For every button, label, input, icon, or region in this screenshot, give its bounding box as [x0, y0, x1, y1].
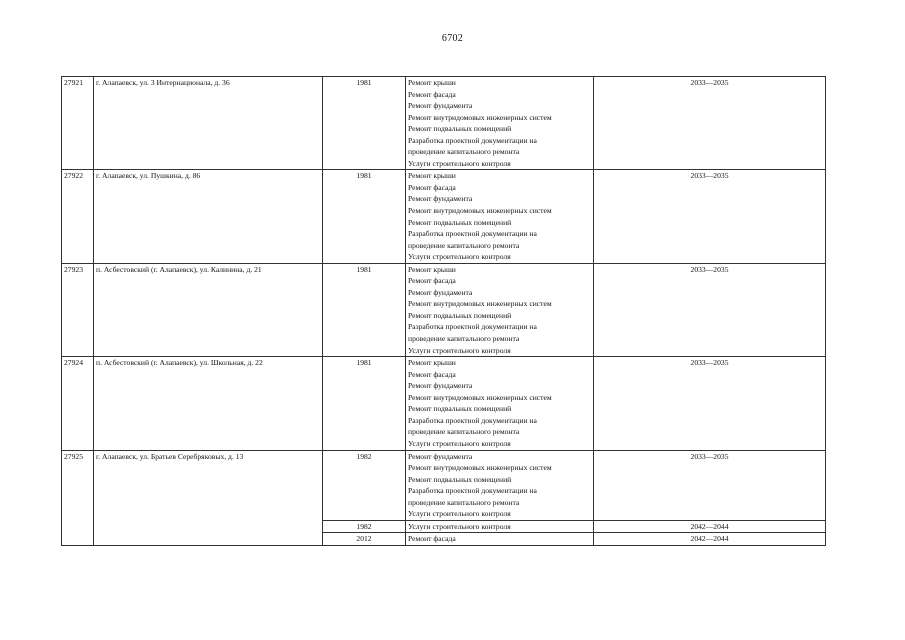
works-cell: [406, 77, 594, 170]
table-row: [62, 450, 826, 520]
work-item: Ремонт фасада: [408, 89, 456, 99]
works-cell: [406, 533, 594, 546]
work-item: проведение капитального ремонта: [408, 334, 520, 344]
work-item: Разработка проектной документации на: [408, 135, 537, 145]
year-cell: 1981: [323, 170, 406, 263]
year-cell: 1981: [323, 77, 406, 170]
work-item: Разработка проектной документации на: [408, 415, 537, 425]
work-item: Услуги строительного контроля: [408, 252, 511, 262]
address-cell: п. Асбестовский (г. Алапаевск), ул. Школьная, д. 22: [94, 357, 323, 450]
work-item: Ремонт фундамента: [408, 287, 473, 297]
year-cell: 2012: [323, 533, 406, 546]
work-item: Ремонт фасада: [408, 182, 456, 192]
capital-repair-table: [61, 76, 826, 546]
address-cell: п. Асбестовский (г. Алапаевск), ул. Калинина, д. 21: [94, 263, 323, 356]
work-item: Ремонт внутридомовых инженерных систем: [408, 392, 552, 402]
period-cell: 2033—2035: [594, 77, 826, 170]
work-item: Ремонт фасада: [408, 276, 456, 286]
address-cell: г. Алапаевск, ул. Братьев Серебряковых, д. 13: [94, 450, 323, 545]
address-cell: г. Алапаевск, ул. 3 Интернационала, д. 36: [94, 77, 323, 170]
year-cell: 1981: [323, 357, 406, 450]
table-row: [62, 170, 826, 263]
work-item: Ремонт фундамента: [408, 101, 473, 111]
year-cell: 1981: [323, 263, 406, 356]
table-body: [62, 77, 826, 546]
works-cell: [406, 357, 594, 450]
work-item: Ремонт фасада: [408, 369, 456, 379]
work-item: Ремонт подвальных помещений: [408, 474, 512, 484]
row-number-cell: 27924: [62, 357, 94, 450]
work-item: Разработка проектной документации на: [408, 229, 537, 239]
row-number-cell: 27921: [62, 77, 94, 170]
table-row: [62, 263, 826, 356]
work-item: Услуги строительного контроля: [408, 521, 511, 531]
address-cell: г. Алапаевск, ул. Пушкина, д. 86: [94, 170, 323, 263]
work-item: Ремонт внутридомовых инженерных систем: [408, 206, 552, 216]
work-item: Ремонт внутридомовых инженерных систем: [408, 299, 552, 309]
works-cell: [406, 520, 594, 533]
work-item: Ремонт внутридомовых инженерных систем: [408, 112, 552, 122]
work-item: Ремонт внутридомовых инженерных систем: [408, 463, 552, 473]
work-item: Ремонт подвальных помещений: [408, 217, 512, 227]
works-cell: [406, 170, 594, 263]
work-item: Услуги строительного контроля: [408, 158, 511, 168]
period-cell: 2042—2044: [594, 533, 826, 546]
work-item: Ремонт фундамента: [408, 381, 473, 391]
work-item: Ремонт подвальных помещений: [408, 404, 512, 414]
period-cell: 2033—2035: [594, 450, 826, 520]
work-item: Ремонт подвальных помещений: [408, 124, 512, 134]
work-item: Ремонт фасада: [408, 534, 456, 544]
page-number: 6702: [441, 33, 464, 44]
work-item: Услуги строительного контроля: [408, 345, 511, 355]
work-item: проведение капитального ремонта: [408, 497, 520, 507]
works-cell: [406, 450, 594, 520]
work-item: проведение капитального ремонта: [408, 147, 520, 157]
work-item: Ремонт крыши: [408, 171, 456, 181]
work-item: Ремонт крыши: [408, 358, 456, 368]
period-cell: 2033—2035: [594, 170, 826, 263]
year-cell: 1982: [323, 450, 406, 520]
row-number-cell: 27922: [62, 170, 94, 263]
row-number-cell: 27925: [62, 450, 94, 545]
work-item: проведение капитального ремонта: [408, 240, 520, 250]
table-row: [62, 77, 826, 170]
period-cell: 2033—2035: [594, 357, 826, 450]
year-cell: 1982: [323, 520, 406, 533]
period-cell: 2033—2035: [594, 263, 826, 356]
row-number-cell: 27923: [62, 263, 94, 356]
work-item: Ремонт крыши: [408, 264, 456, 274]
table-row: [62, 357, 826, 450]
work-item: Ремонт подвальных помещений: [408, 310, 512, 320]
work-item: Услуги строительного контроля: [408, 509, 511, 519]
work-item: Ремонт фундамента: [408, 194, 473, 204]
work-item: Ремонт крыши: [408, 78, 456, 87]
work-item: Ремонт фундамента: [408, 451, 473, 461]
work-item: Разработка проектной документации на: [408, 322, 537, 332]
work-item: проведение капитального ремонта: [408, 427, 520, 437]
works-cell: [406, 263, 594, 356]
work-item: Разработка проектной документации на: [408, 486, 537, 496]
period-cell: 2042—2044: [594, 520, 826, 533]
work-item: Услуги строительного контроля: [408, 438, 511, 448]
